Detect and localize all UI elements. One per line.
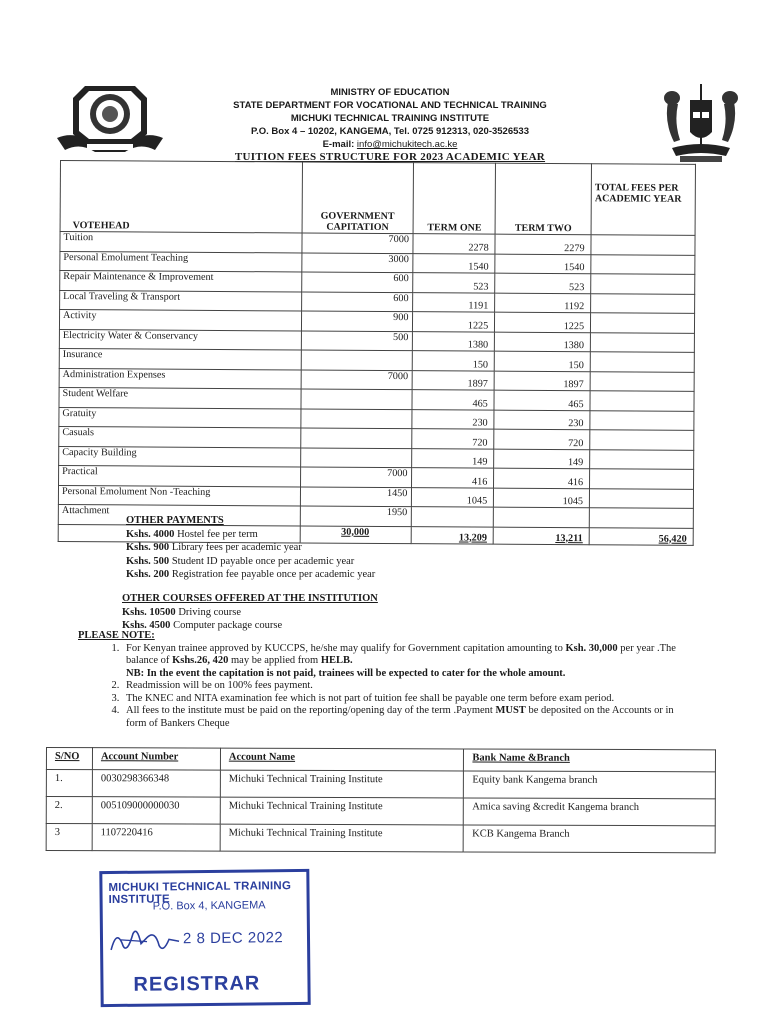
signature xyxy=(107,919,187,960)
bank-accounts-table xyxy=(46,747,716,853)
gov-capitation-cell: 900 xyxy=(301,311,413,331)
account-name-cell: Michuki Technical Training Institute xyxy=(220,797,464,825)
fees-table-header xyxy=(60,161,695,236)
bank-row xyxy=(46,797,715,826)
votehead-cell: Personal Emolument Non -Teaching xyxy=(58,485,300,506)
term-two-cell: 1192 xyxy=(495,293,591,313)
votehead-cell: Personal Emolument Teaching xyxy=(60,251,302,272)
nb-note: NB: In the event the capitation is not paid, trainees will be expected to cater for the whole amount. xyxy=(126,667,566,679)
bank-branch-cell: Equity bank Kangema branch xyxy=(464,771,716,799)
total-cell xyxy=(590,430,694,450)
term-one-cell: 1540 xyxy=(413,253,495,273)
votehead-cell: Insurance xyxy=(59,348,301,369)
stamp-institute: MICHUKI TECHNICAL TRAINING INSTITUTE xyxy=(108,880,292,907)
stamp-date: 2 8 DEC 2022 xyxy=(182,929,284,948)
term-one-cell: 1045 xyxy=(412,487,494,507)
payment-desc: Registration fee payable once per academic year xyxy=(171,569,376,580)
course-desc: Computer package course xyxy=(173,620,283,631)
term-two-cell: 416 xyxy=(494,468,590,488)
term-one-cell: 230 xyxy=(412,409,494,429)
gov-capitation-cell: 500 xyxy=(301,330,413,350)
votehead-cell: Repair Maintenance & Improvement xyxy=(60,271,302,292)
account-number-cell: 1107220416 xyxy=(92,824,220,851)
total-cell xyxy=(590,352,694,372)
total-cell xyxy=(591,274,695,294)
votehead-cell: Activity xyxy=(59,310,301,331)
payment-item xyxy=(126,541,375,555)
term-two-cell: 2279 xyxy=(495,234,591,254)
votehead-cell: Practical xyxy=(59,465,301,486)
term-one-cell: 1380 xyxy=(413,331,495,351)
term-one-cell xyxy=(412,507,494,527)
email-line xyxy=(200,138,580,151)
total-fees-header: TOTAL FEES PER ACADEMIC YEAR xyxy=(591,164,695,236)
votehead-cell: Capacity Building xyxy=(59,446,301,467)
payment-item xyxy=(126,555,375,569)
note-item: 4. All fees to the institute must be paid on the reporting/opening day of the term .Payment MUST be deposited on the Accounts or in form of Bankers Cheque xyxy=(122,705,678,730)
votehead-cell: Local Traveling & Transport xyxy=(60,290,302,311)
total-cell xyxy=(591,293,695,313)
total-cell xyxy=(590,449,694,469)
term-one-cell: 1191 xyxy=(413,292,495,312)
term-two-cell: 1540 xyxy=(495,254,591,274)
term-two-cell: 1897 xyxy=(494,371,590,391)
total-cell xyxy=(591,313,695,333)
term-one-total: 13,209 xyxy=(412,526,494,543)
document-header xyxy=(200,86,580,164)
term-two-cell: 1225 xyxy=(495,312,591,332)
note-item: 1. For Kenyan trainee approved by KUCCPS, he/she may qualify for Government capitation amounting to Ksh. 30,000 per year .The balance of Kshs.26, 420 may be applied from HELB. NB: In the event the capitation is not paid, trainees will be expected to cater for the whole amount. xyxy=(122,643,678,681)
term-one-cell: 416 xyxy=(412,468,494,488)
course-item xyxy=(122,606,378,620)
term-one-cell: 465 xyxy=(412,390,494,410)
email-label: E-mail: xyxy=(322,139,355,150)
bank-row xyxy=(46,824,715,853)
fees-structure-title: TUITION FEES STRUCTURE FOR 2023 ACADEMIC YEAR xyxy=(234,151,546,163)
term-two-cell: 230 xyxy=(494,410,590,430)
account-name-cell: Michuki Technical Training Institute xyxy=(220,770,464,798)
institute-name: MICHUKI TECHNICAL TRAINING INSTITUTE xyxy=(290,113,490,124)
term-one-cell: 1225 xyxy=(413,312,495,332)
account-number-cell: 0030298366348 xyxy=(92,770,220,797)
note-item: 2. Readmission will be on 100% fees payment. xyxy=(122,680,678,693)
term-two-cell: 149 xyxy=(494,449,590,469)
sno-header: S/NO xyxy=(46,748,92,770)
bank-branch-header: Bank Name &Branch xyxy=(464,749,716,772)
payment-item xyxy=(126,528,375,542)
gov-capitation-cell xyxy=(300,447,412,467)
gov-capitation-cell xyxy=(301,350,413,370)
payment-amount: Kshs. 4000 xyxy=(126,528,175,540)
payment-desc: Student ID payable once per academic year xyxy=(171,555,355,567)
gov-capitation-cell: 7000 xyxy=(300,467,412,487)
votehead-cell: Casuals xyxy=(59,426,301,447)
please-note-section xyxy=(78,630,678,730)
term-two-cell: 720 xyxy=(494,429,590,449)
payment-desc: Library fees per academic year xyxy=(171,542,302,553)
votehead-cell: Gratuity xyxy=(59,407,301,428)
term-two-cell: 150 xyxy=(494,351,590,371)
payment-amount: Kshs. 200 xyxy=(126,569,170,580)
total-cell xyxy=(589,508,693,528)
stamp-role: REGISTRAR xyxy=(133,972,261,996)
gov-capitation-cell: 1450 xyxy=(300,486,412,506)
kenya-coat-of-arms xyxy=(660,82,742,168)
payment-item xyxy=(126,568,375,582)
other-payments-section xyxy=(126,514,375,582)
sno-cell: 2. xyxy=(46,797,92,824)
total-cell xyxy=(590,469,694,489)
term-one-cell: 149 xyxy=(412,448,494,468)
grand-total: 56,420 xyxy=(589,527,693,545)
bank-table-header xyxy=(46,748,715,772)
courses-section xyxy=(122,592,378,633)
account-number-header: Account Number xyxy=(92,748,220,770)
term-one-cell: 720 xyxy=(412,429,494,449)
gov-capitation-cell xyxy=(300,389,412,409)
bank-row xyxy=(46,770,715,799)
term-two-cell: 523 xyxy=(495,273,591,293)
bank-branch-cell: KCB Kangema Branch xyxy=(464,825,716,853)
term-one-header: TERM ONE xyxy=(413,163,495,234)
payment-desc: Hostel fee per term xyxy=(177,528,258,540)
other-payments-heading: OTHER PAYMENTS xyxy=(126,515,224,526)
gov-capitation-header: GOVERNMENT CAPITATION xyxy=(302,162,414,234)
email-link[interactable]: info@michukitech.ac.ke xyxy=(356,139,458,150)
fees-table xyxy=(58,160,696,545)
account-name-cell: Michuki Technical Training Institute xyxy=(220,824,464,852)
please-note-heading: PLEASE NOTE: xyxy=(78,630,155,641)
gov-total: 30,000 xyxy=(300,525,412,543)
term-one-cell: 1897 xyxy=(413,370,495,390)
votehead-cell: Administration Expenses xyxy=(59,368,301,389)
sno-cell: 1. xyxy=(46,770,92,797)
gov-capitation-cell: 600 xyxy=(301,291,413,311)
institute-logo xyxy=(55,78,165,158)
term-one-cell: 523 xyxy=(413,273,495,293)
payment-amount: Kshs. 500 xyxy=(126,555,170,567)
total-cell xyxy=(589,488,693,508)
term-two-cell: 1045 xyxy=(494,488,590,508)
votehead-cell: Tuition xyxy=(60,232,302,253)
payment-amount: Kshs. 900 xyxy=(126,542,170,553)
note-item: 3. The KNEC and NITA examination fee which is not part of tuition fee shall be payable one term before exam period. xyxy=(122,693,678,706)
total-cell xyxy=(590,391,694,411)
gov-capitation-cell xyxy=(300,408,412,428)
stamp-address: P.O. Box 4, KANGEMA xyxy=(152,899,266,913)
term-one-cell: 2278 xyxy=(413,234,495,254)
term-two-cell: 1380 xyxy=(495,332,591,352)
votehead-cell: Student Welfare xyxy=(59,387,301,408)
gov-capitation-cell: 1950 xyxy=(300,506,412,526)
gov-capitation-cell: 7000 xyxy=(301,233,413,253)
term-one-cell: 150 xyxy=(413,351,495,371)
gov-capitation-cell xyxy=(300,428,412,448)
votehead-cell: Attachment xyxy=(58,504,300,525)
institute-address: P.O. Box 4 – 10202, KANGEMA, Tel. 0725 912313, 020-3526533 xyxy=(251,126,529,137)
sno-cell: 3 xyxy=(46,824,92,851)
total-cell xyxy=(590,332,694,352)
account-number-cell: 005109000000030 xyxy=(92,797,220,824)
total-cell xyxy=(591,254,695,274)
course-desc: Driving course xyxy=(178,606,242,618)
department-title: STATE DEPARTMENT FOR VOCATIONAL AND TECHNICAL TRAINING xyxy=(233,100,547,111)
ministry-title: MINISTRY OF EDUCATION xyxy=(330,87,450,98)
votehead-cell: Electricity Water & Conservancy xyxy=(59,329,301,350)
gov-capitation-cell: 600 xyxy=(301,272,413,292)
bank-branch-cell: Amica saving &credit Kangema branch xyxy=(464,798,716,826)
term-two-cell xyxy=(494,507,590,527)
course-amount: Kshs. 10500 xyxy=(122,606,176,618)
gov-capitation-cell: 7000 xyxy=(301,369,413,389)
total-cell xyxy=(590,410,694,430)
account-name-header: Account Name xyxy=(220,748,464,771)
courses-heading: OTHER COURSES OFFERED AT THE INSTITUTION xyxy=(122,593,378,604)
term-two-header: TERM TWO xyxy=(495,163,591,235)
registrar-stamp xyxy=(99,869,310,1007)
course-amount: Kshs. 4500 xyxy=(122,620,171,631)
gov-capitation-cell: 3000 xyxy=(301,252,413,272)
term-two-cell: 465 xyxy=(494,390,590,410)
total-cell xyxy=(591,235,695,255)
term-two-total: 13,211 xyxy=(493,527,589,545)
total-cell xyxy=(590,371,694,391)
votehead-header: VOTEHEAD xyxy=(60,161,302,233)
